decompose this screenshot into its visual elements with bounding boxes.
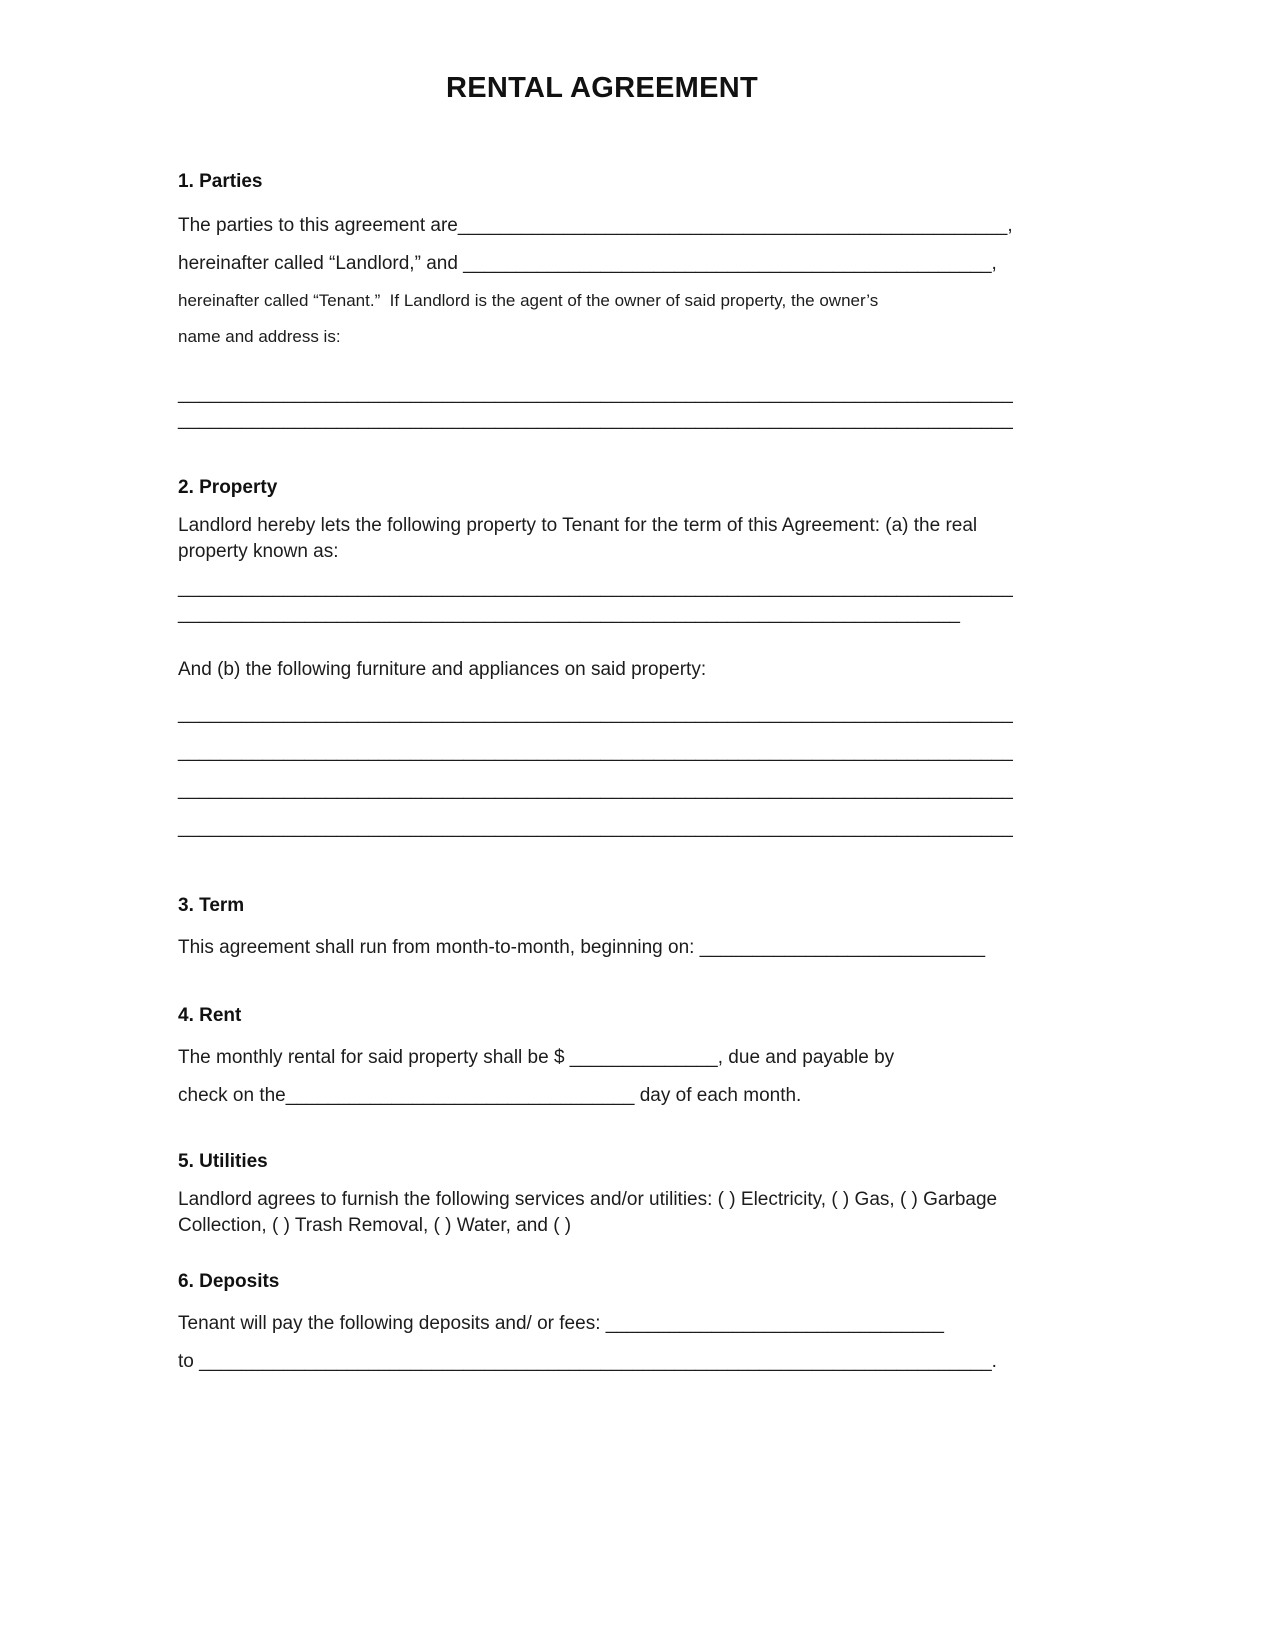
property-furniture-blank-4: _______________________________________________________________________________	[178, 817, 1013, 838]
section-rent-heading: 4. Rent	[178, 1005, 242, 1026]
property-furniture-blank-2: _______________________________________________________________________________	[178, 741, 1013, 762]
section-parties	[178, 171, 1026, 433]
rent-line-due-day: check on the_________________________________ day of each month.	[178, 1085, 802, 1106]
section-term	[178, 895, 1026, 967]
section-property	[178, 477, 1026, 847]
parties-line-landlord-name: The parties to this agreement are____________________________________________________,	[178, 215, 1013, 236]
section-deposits	[178, 1271, 1026, 1381]
parties-blank-line-1: _______________________________________________________________________________	[178, 383, 1013, 404]
rent-line-amount: The monthly rental for said property shall be $ ______________, due and payable by	[178, 1047, 895, 1068]
section-deposits-heading: 6. Deposits	[178, 1271, 280, 1292]
document-title: RENTAL AGREEMENT	[446, 72, 758, 104]
property-blank-line-2: __________________________________________________________________________	[178, 603, 960, 624]
deposits-line-fees: Tenant will pay the following deposits and/ or fees: ________________________________	[178, 1313, 944, 1334]
section-term-heading: 3. Term	[178, 895, 245, 916]
section-parties-heading: 1. Parties	[178, 171, 263, 192]
term-line-beginning-date: This agreement shall run from month-to-month, beginning on: ___________________________	[178, 937, 986, 958]
parties-blank-line-2: _______________________________________________________________________________	[178, 409, 1013, 430]
section-utilities	[178, 1151, 1026, 1239]
property-furniture-intro: And (b) the following furniture and appliances on said property:	[178, 659, 707, 680]
property-furniture-blank-3: _______________________________________________________________________________	[178, 779, 1013, 800]
parties-line-tenant-name: hereinafter called “Landlord,” and __________________________________________________,	[178, 253, 997, 274]
utilities-body-text: Landlord agrees to furnish the following services and/or utilities: ( ) Electricity, ( ) Gas, ( ) Garbage Collection, ( ) Trash Removal, ( ) Water, and ( )	[178, 1189, 998, 1236]
property-blank-line-1: _______________________________________________________________________________	[178, 577, 1013, 598]
parties-line-agent-clause: hereinafter called “Tenant.” If Landlord is the agent of the owner of said property, the owner’s	[178, 291, 879, 310]
section-utilities-heading: 5. Utilities	[178, 1151, 268, 1172]
deposits-line-paid-to: to ___________________________________________________________________________.	[178, 1351, 997, 1372]
property-intro-text: Landlord hereby lets the following property to Tenant for the term of this Agreement: (a) the real property known as:	[178, 515, 978, 562]
property-furniture-blank-1: _______________________________________________________________________________	[178, 703, 1013, 724]
parties-line-name-address-label: name and address is:	[178, 327, 341, 346]
section-rent	[178, 1005, 1026, 1115]
section-property-heading: 2. Property	[178, 477, 278, 498]
